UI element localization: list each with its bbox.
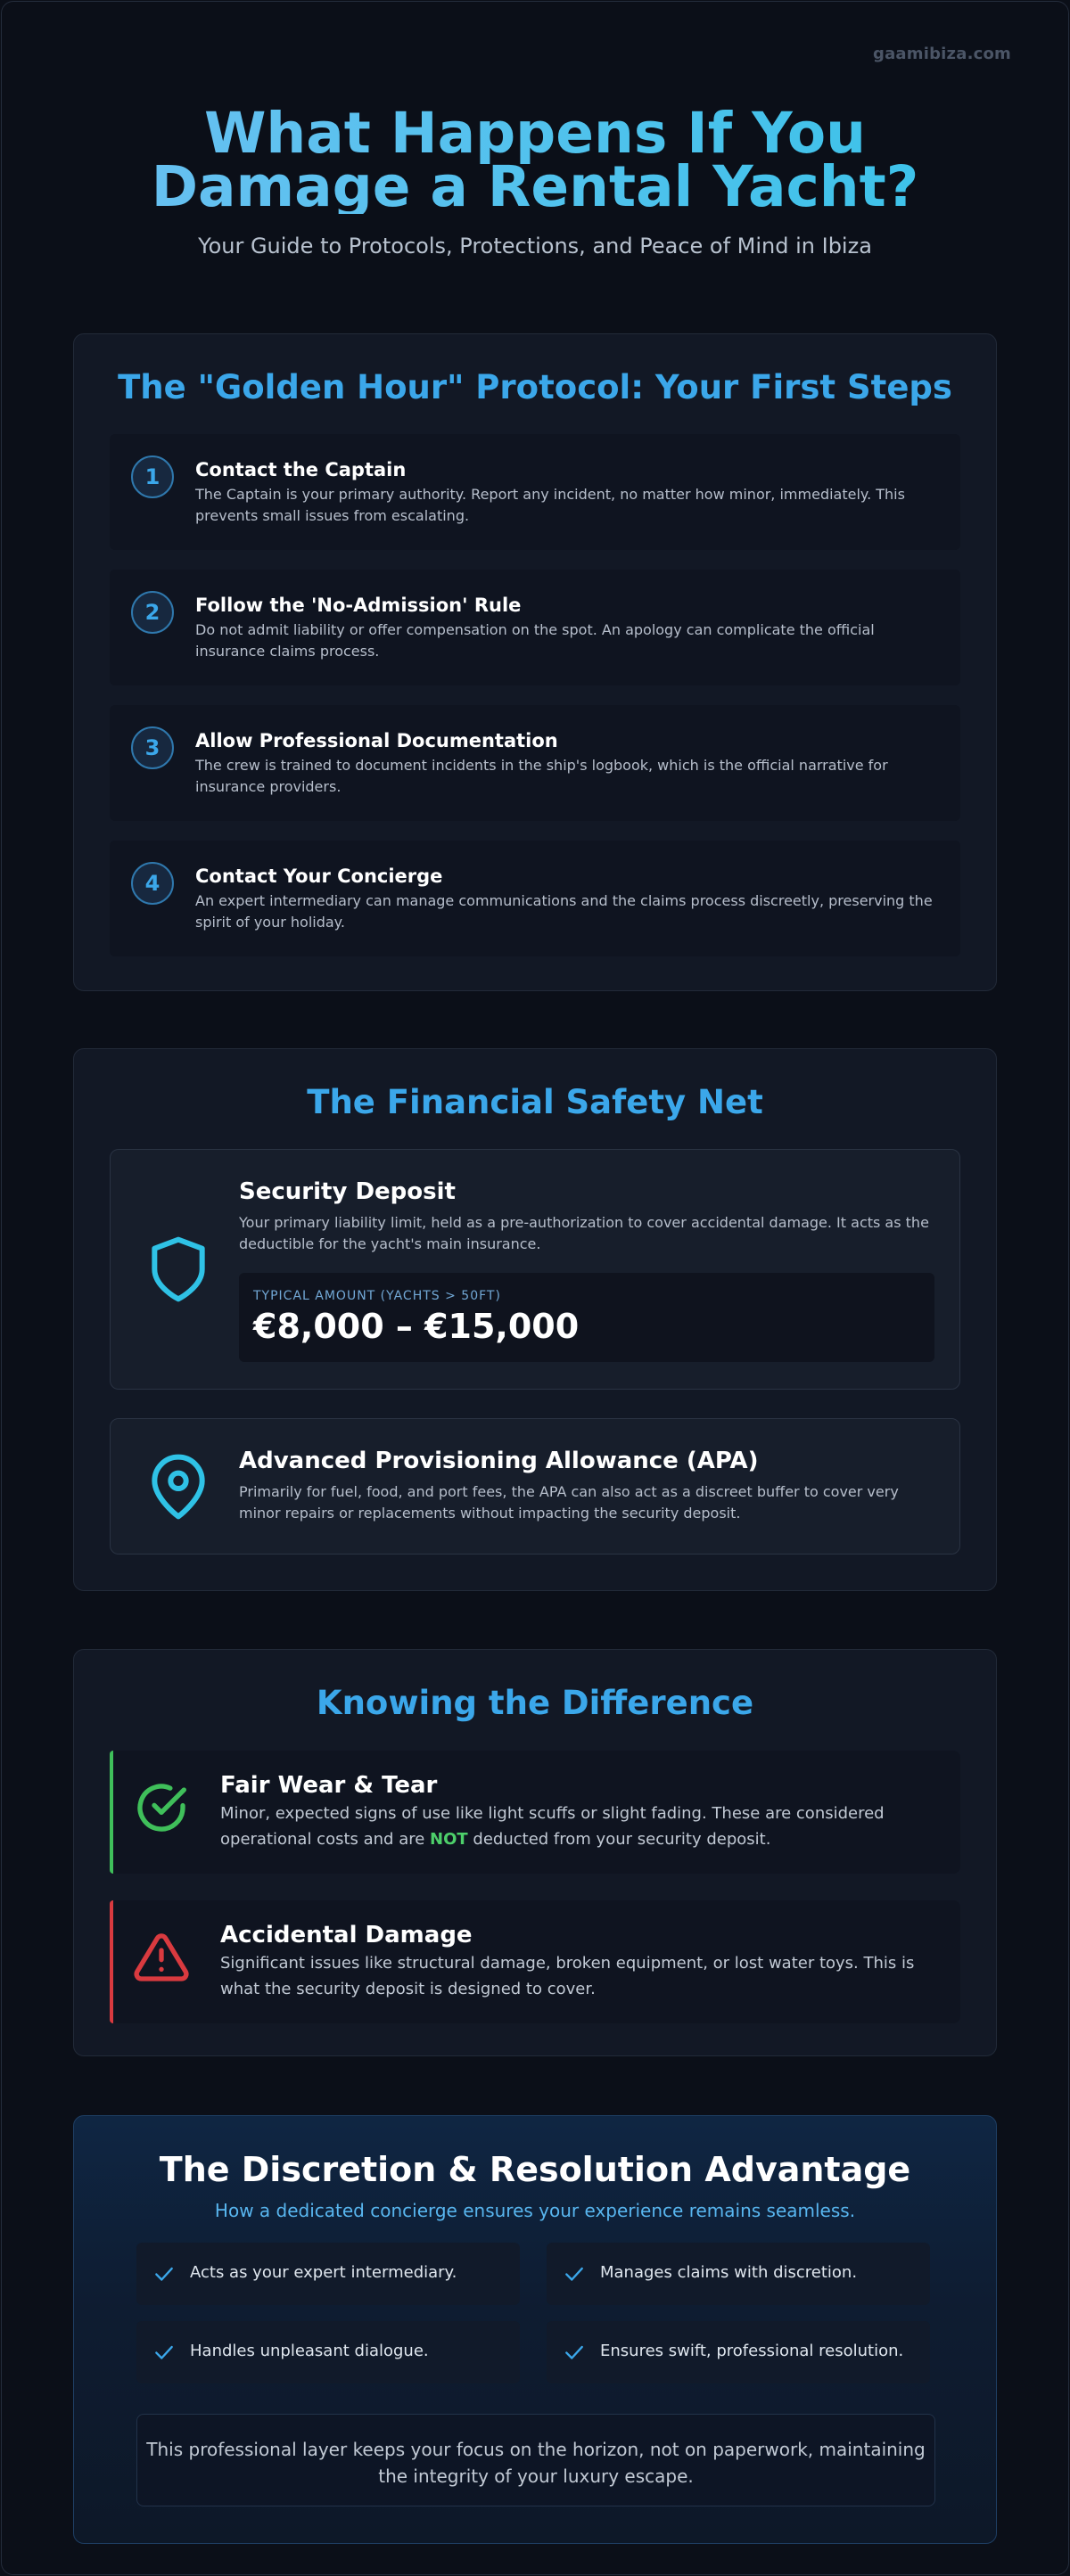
- advantage-card: [73, 2115, 997, 2544]
- deposit-amount-box: [239, 1273, 934, 1362]
- step-4: [110, 841, 960, 956]
- check-circle-icon: [133, 1779, 190, 1836]
- wear-and-tear-item: [110, 1751, 960, 1874]
- step-title: Contact Your Concierge: [195, 866, 443, 887]
- not-highlight: NOT: [430, 1830, 468, 1849]
- protocol-card: [73, 333, 997, 991]
- feature-item: [136, 2321, 520, 2383]
- step-description: An expert intermediary can manage communications and the claims process discreetly, preserving the spirit of your holiday.: [195, 892, 933, 931]
- step-3: [110, 705, 960, 821]
- step-number-badge: 3: [131, 726, 174, 769]
- feature-item: [547, 2243, 930, 2305]
- step-description: The Captain is your primary authority. Report any incident, no matter how minor, immediately. This prevents small issues from escalating.: [195, 486, 905, 524]
- advantage-subtitle: How a dedicated concierge ensures your experience remains seamless.: [214, 2200, 856, 2221]
- step-number-badge: 4: [131, 862, 174, 905]
- step-title: Allow Professional Documentation: [195, 730, 558, 751]
- page-title: What Happens If You Damage a Rental Yacht?: [0, 107, 1070, 214]
- accidental-damage-item: [110, 1900, 960, 2023]
- difference-card: [73, 1649, 997, 2056]
- security-deposit-description: Your primary liability limit, held as a pre-authorization to cover accidental damage. It acts as the deductible for the yacht's main insurance.: [239, 1214, 929, 1252]
- checkmark-icon: [152, 2262, 176, 2285]
- wear-text-after: deducted from your security deposit.: [467, 1830, 771, 1849]
- danger-accent-bar: [110, 1900, 113, 2023]
- wear-text-before: Minor, expected signs of use like light scuffs or slight fading. These are considered operational costs and are: [220, 1804, 885, 1849]
- step-description: The crew is trained to document incidents in the ship's logbook, which is the official narrative for insurance providers.: [195, 757, 888, 795]
- hero: [0, 101, 1070, 258]
- financial-title: The Financial Safety Net: [307, 1083, 763, 1121]
- wear-and-tear-title: Fair Wear & Tear: [220, 1772, 438, 1799]
- financial-card: [73, 1048, 997, 1591]
- apa-panel: [110, 1418, 960, 1555]
- feature-item: [136, 2243, 520, 2305]
- difference-title: Knowing the Difference: [316, 1684, 754, 1722]
- checkmark-icon: [152, 2341, 176, 2364]
- security-deposit-title: Security Deposit: [239, 1178, 456, 1205]
- feature-label: Acts as your expert intermediary.: [190, 2263, 457, 2282]
- advantage-title: The Discretion & Resolution Advantage: [159, 2150, 911, 2189]
- map-pin-icon: [143, 1451, 214, 1522]
- deposit-amount-value: €8,000 – €15,000: [253, 1307, 580, 1346]
- step-description: Do not admit liability or offer compensation on the spot. An apology can complicate the official insurance claims process.: [195, 621, 875, 660]
- accidental-damage-title: Accidental Damage: [220, 1922, 473, 1948]
- accidental-damage-description: Significant issues like structural damage, broken equipment, or lost water toys. This is what the security deposit is designed to cover.: [220, 1954, 915, 1998]
- warning-icon: [133, 1929, 190, 1986]
- shield-icon: [143, 1234, 214, 1305]
- apa-title: Advanced Provisioning Allowance (APA): [239, 1448, 759, 1474]
- feature-label: Handles unpleasant dialogue.: [190, 2342, 429, 2360]
- brand-name[interactable]: gaamibiza.com: [872, 45, 1011, 63]
- feature-label: Manages claims with discretion.: [600, 2263, 858, 2282]
- step-title: Contact the Captain: [195, 459, 407, 480]
- wear-and-tear-description: [220, 1801, 925, 1852]
- step-title: Follow the 'No-Admission' Rule: [195, 595, 522, 616]
- deposit-amount-label: TYPICAL AMOUNT (YACHTS > 50FT): [253, 1289, 501, 1303]
- checkmark-icon: [563, 2262, 586, 2285]
- step-number-badge: 2: [131, 591, 174, 634]
- feature-label: Ensures swift, professional resolution.: [600, 2342, 904, 2360]
- protocol-title: The "Golden Hour" Protocol: Your First Steps: [118, 368, 952, 406]
- security-deposit-panel: [110, 1149, 960, 1390]
- step-number-badge: 1: [131, 455, 174, 498]
- advantage-note: This professional layer keeps your focus on the horizon, not on paperwork, maintaining the integrity of your luxury escape.: [136, 2414, 935, 2506]
- step-2: [110, 570, 960, 685]
- page-subtitle: Your Guide to Protocols, Protections, and Peace of Mind in Ibiza: [198, 234, 872, 258]
- feature-item: [547, 2321, 930, 2383]
- step-1: [110, 434, 960, 550]
- apa-description: Primarily for fuel, food, and port fees, the APA can also act as a discreet buffer to cover very minor repairs or replacements without impacting the security deposit.: [239, 1483, 899, 1522]
- checkmark-icon: [563, 2341, 586, 2364]
- success-accent-bar: [110, 1751, 113, 1874]
